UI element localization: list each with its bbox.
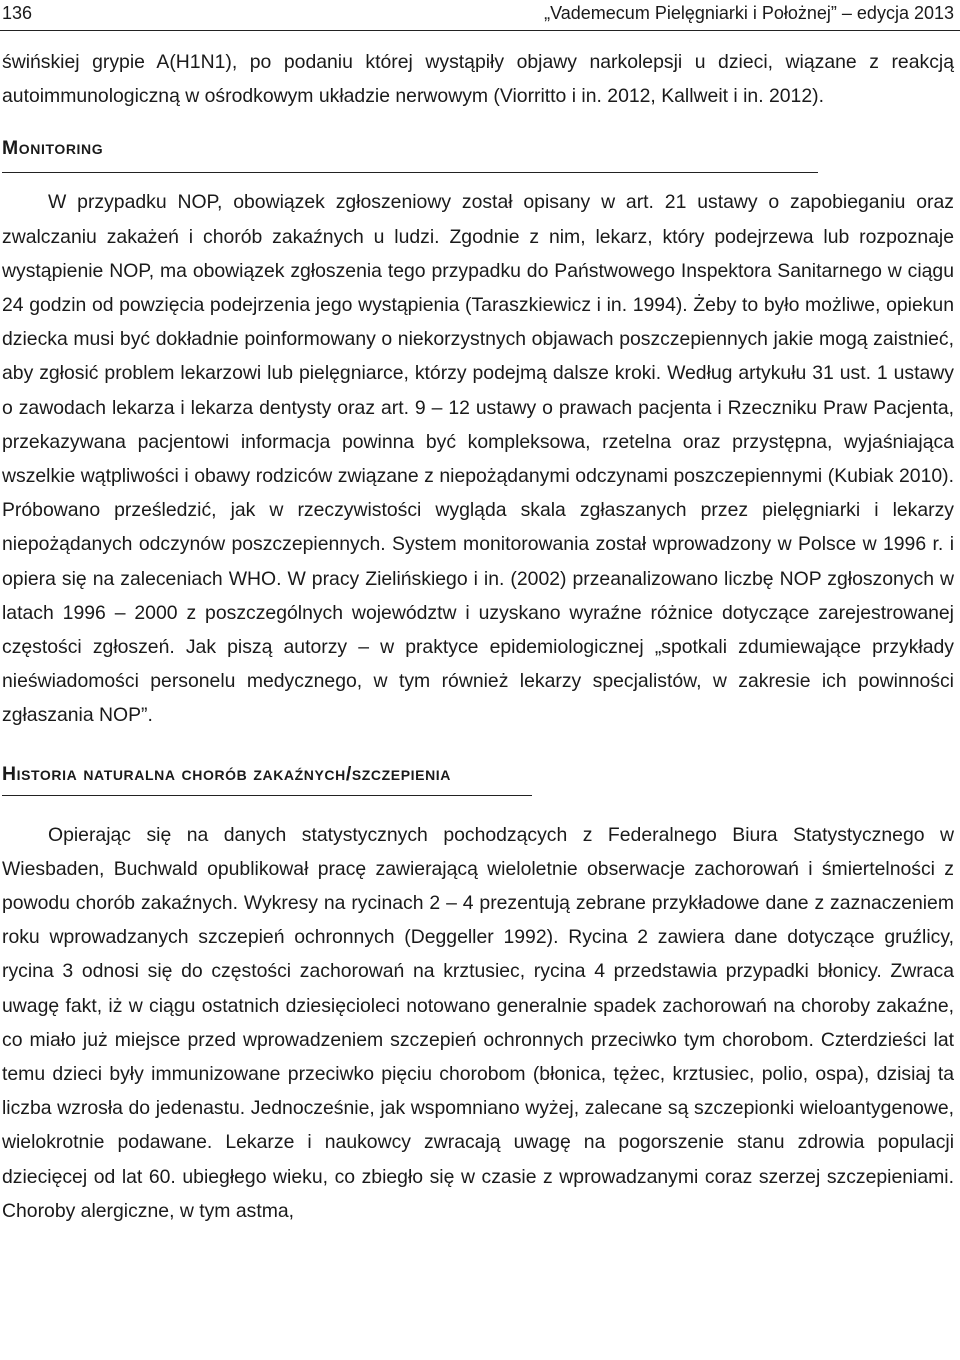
section-heading-history: Historia naturalna chorób zakaźnych/szczepienia	[2, 762, 452, 785]
heading-underline	[2, 795, 532, 796]
page-number: 136	[2, 3, 33, 23]
intro-paragraph: świńskiej grypie A(H1N1), po podaniu której wystąpiły objawy narkolepsji u dzieci, wiązane z reakcją autoimmunologiczną w ośrodkowym układzie nerwowym (Viorritto i in. 2012, Kallweit i in. 2012).	[2, 51, 954, 108]
page-header	[0, 0, 960, 31]
heading-underline	[2, 172, 818, 173]
section-heading-monitoring: Monitoring	[2, 137, 104, 160]
running-title: „Vademecum Pielęgniarki i Położnej” – edycja 2013	[544, 3, 954, 23]
history-paragraph: Opierając się na danych statystycznych pochodzących z Federalnego Biura Statystycznego w Wiesbaden, Buchwald opublikował pracę zawierającą wieloletnie obserwacje zachorowań i śmiertelności z powodu chorób zakaźnych. Wykresy na rycinach 2 – 4 prezentują zebrane przykładowe dane z zaznaczeniem roku wprowadzanych szczepień ochronnych (Deggeller 1992). Rycina 2 zawiera dane dotyczące gruźlicy, rycina 3 odnosi się do częstości zachorowań na krztusiec, rycina 4 przedstawia przypadki błonicy. Zwraca uwagę fakt, iż w ciągu ostatnich dziesięcioleci notowano generalnie spadek zachorowań na choroby zakaźne, co miało już miejsce przed wprowadzeniem szczepień ochronnych przeciwko tym chorobom. Czterdzieści lat temu dzieci były immunizowane przeciwko pięciu chorobom (błonica, tężec, krztusiec, polio, ospa), dzisiaj ta liczba wzrosła do jedenastu. Jednocześnie, jak wspomniano wyżej, zalecane są szczepionki wieloantygenowe, wielokrotnie podawane. Lekarze i naukowcy zwracają uwagę na pogorszenie stanu zdrowia populacji dziecięcej od lat 60. ubiegłego wieku, co zbiegło się w czasie z wprowadzanymi coraz szerzej szczepieniami. Choroby alergiczne, w tym astma,	[2, 823, 954, 1222]
monitoring-paragraph: W przypadku NOP, obowiązek zgłoszeniowy został opisany w art. 21 ustawy o zapobieganiu oraz zwalczaniu zakażeń i chorób zakaźnych u ludzi. Zgodnie z nim, lekarz, który podejrzewa lub rozpoznaje wystąpienie NOP, ma obowiązek zgłoszenia tego przypadku do Państwowego Inspektora Sanitarnego w ciągu 24 godzin od powzięcia podejrzenia jego wystąpienia (Taraszkiewicz i in. 1994). Żeby to było możliwe, opiekun dziecka musi być dokładnie poinformowany o niekorzystnych objawach poszczepiennych jakie mogą zaistnieć, aby zgłosić problem lekarzowi lub pielęgniarce, którzy podejmą dalsze kroki. Według artykułu 31 ust. 1 ustawy o zawodach lekarza i lekarza dentysty oraz art. 9 – 12 ustawy o prawach pacjenta i Rzeczniku Praw Pacjenta, przekazywana pacjentowi informacja powinna być kompleksowa, rzetelna oraz przystępna, wyjaśniająca wszelkie wątpliwości i obawy rodziców związane z niepożądanymi odczynami poszczepiennymi (Kubiak 2010). Próbowano prześledzić, jak w rzeczywistości wygląda skala zgłaszanych przez pielęgniarki i lekarzy niepożądanych odczynów poszczepiennych. System monitorowania został wprowadzony w Polsce w 1996 r. i opiera się na zaleceniach WHO. W pracy Zielińskiego i in. (2002) przeanalizowano liczbę NOP zgłoszonych w latach 1996 – 2000 z poszczególnych województw i uzyskano wyraźne różnice dotyczące zarejestrowanej częstości zgłoszeń. Jak piszą autorzy – w praktyce epidemiologicznej „spotkali zdumiewające przykłady nieświadomości personelu medycznego, w tym również lekarzy specjalistów, w zakresie ich powinności zgłaszania NOP”.	[2, 191, 954, 727]
page-content	[2, 45, 954, 1228]
